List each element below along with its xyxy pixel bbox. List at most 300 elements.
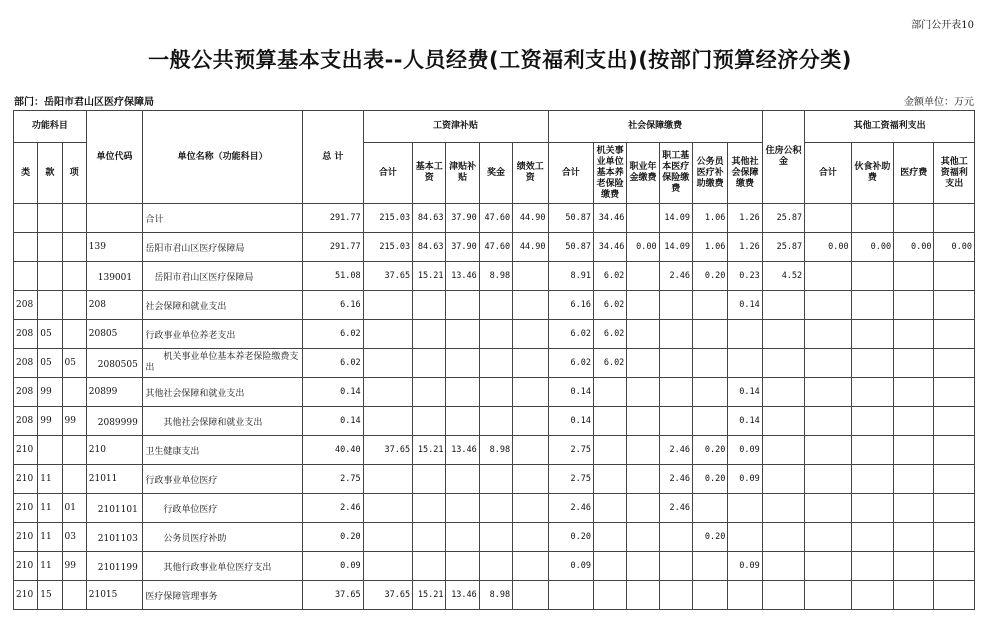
cell-lei: 208 — [14, 349, 38, 378]
cell-total: 291.77 — [302, 233, 363, 262]
cell-performance — [513, 465, 548, 494]
cell-lei: 210 — [14, 436, 38, 465]
cell-unit-name: 其他社会保障和就业支出 — [143, 407, 303, 436]
cell-housing — [762, 349, 804, 378]
cell-other-total — [805, 407, 851, 436]
cell-lei: 210 — [14, 581, 38, 610]
cell-housing: 25.87 — [762, 204, 804, 233]
table-row — [14, 320, 975, 349]
cell-wage-total — [363, 407, 413, 436]
cell-other-total — [805, 378, 851, 407]
cell-bonus — [479, 494, 512, 523]
cell-unit-code: 2101103 — [86, 523, 143, 552]
cell-other-social: 0.14 — [728, 407, 762, 436]
cell-xiang — [62, 581, 86, 610]
cell-total: 0.14 — [302, 407, 363, 436]
cell-bonus: 47.60 — [479, 233, 512, 262]
cell-allowance: 13.46 — [446, 436, 479, 465]
cell-kuan: 05 — [38, 320, 62, 349]
cell-medical: 14.09 — [659, 233, 692, 262]
cell-wage-total — [363, 494, 413, 523]
cell-medical: 2.46 — [659, 262, 692, 291]
cell-social-total — [548, 581, 593, 610]
header-wage-group: 工资津补贴 — [363, 111, 548, 143]
cell-civil-medical — [692, 552, 727, 581]
cell-meal: 0.00 — [851, 233, 893, 262]
cell-unit-name: 合计 — [143, 204, 303, 233]
cell-lei: 208 — [14, 407, 38, 436]
cell-basic-wage — [413, 465, 446, 494]
cell-performance: 44.90 — [513, 233, 548, 262]
budget-table — [13, 110, 975, 610]
cell-unit-name: 岳阳市君山区医疗保障局 — [143, 262, 303, 291]
cell-medical — [659, 523, 692, 552]
cell-social-total: 8.91 — [548, 262, 593, 291]
cell-civil-medical — [692, 291, 727, 320]
cell-social-total: 0.14 — [548, 378, 593, 407]
cell-bonus — [479, 552, 512, 581]
cell-performance — [513, 523, 548, 552]
cell-unit-code: 20899 — [86, 378, 143, 407]
header-civil-medical: 公务员医疗补助缴费 — [692, 143, 727, 204]
cell-allowance — [446, 407, 479, 436]
cell-other-social: 0.09 — [728, 552, 762, 581]
header-func-subject: 功能科目 — [14, 111, 87, 143]
header-housing: 住房公积金 — [762, 111, 804, 204]
cell-lei: 210 — [14, 523, 38, 552]
cell-unit-name: 公务员医疗补助 — [143, 523, 303, 552]
cell-civil-medical: 0.20 — [692, 436, 727, 465]
cell-social-total: 6.16 — [548, 291, 593, 320]
cell-pension — [593, 436, 626, 465]
header-unit-code: 单位代码 — [86, 111, 143, 204]
cell-medical — [659, 581, 692, 610]
cell-basic-wage — [413, 523, 446, 552]
cell-unit-name: 社会保障和就业支出 — [143, 291, 303, 320]
cell-housing — [762, 436, 804, 465]
cell-other-welfare — [934, 378, 975, 407]
table-row — [14, 262, 975, 291]
cell-other-social: 0.14 — [728, 291, 762, 320]
cell-xiang — [62, 204, 86, 233]
cell-meal — [851, 494, 893, 523]
table-row — [14, 523, 975, 552]
cell-other-total: 0.00 — [805, 233, 851, 262]
cell-other-welfare — [934, 407, 975, 436]
page-title: 一般公共预算基本支出表--人员经费(工资福利支出)(按部门预算经济分类) — [148, 48, 852, 72]
cell-xiang: 03 — [62, 523, 86, 552]
cell-pension — [593, 523, 626, 552]
cell-annuity — [627, 581, 659, 610]
cell-kuan: 15 — [38, 581, 62, 610]
cell-other-welfare — [934, 320, 975, 349]
table-row — [14, 581, 975, 610]
cell-civil-medical — [692, 494, 727, 523]
cell-social-total: 0.09 — [548, 552, 593, 581]
cell-annuity — [627, 349, 659, 378]
cell-medical — [659, 378, 692, 407]
cell-social-total: 2.75 — [548, 465, 593, 494]
cell-bonus: 8.98 — [479, 436, 512, 465]
cell-social-total: 50.87 — [548, 233, 593, 262]
cell-housing — [762, 407, 804, 436]
table-row — [14, 407, 975, 436]
cell-basic-wage — [413, 349, 446, 378]
cell-annuity — [627, 407, 659, 436]
cell-other-welfare — [934, 494, 975, 523]
cell-xiang — [62, 465, 86, 494]
cell-pension: 6.02 — [593, 320, 626, 349]
cell-med-fee — [894, 349, 934, 378]
cell-unit-code: 2089999 — [86, 407, 143, 436]
cell-allowance — [446, 349, 479, 378]
cell-performance — [513, 320, 548, 349]
cell-xiang: 01 — [62, 494, 86, 523]
cell-other-welfare — [934, 523, 975, 552]
cell-unit-code: 139 — [86, 233, 143, 262]
cell-annuity — [627, 523, 659, 552]
cell-other-social: 1.26 — [728, 233, 762, 262]
cell-allowance: 13.46 — [446, 581, 479, 610]
cell-unit-code: 208 — [86, 291, 143, 320]
cell-housing: 25.87 — [762, 233, 804, 262]
amount-unit-label: 金额单位：万元 — [904, 97, 974, 108]
cell-unit-code: 2080505 — [86, 349, 143, 378]
cell-medical: 2.46 — [659, 494, 692, 523]
cell-other-welfare — [934, 552, 975, 581]
cell-civil-medical — [692, 581, 727, 610]
cell-other-social: 0.14 — [728, 378, 762, 407]
cell-basic-wage — [413, 378, 446, 407]
cell-social-total: 0.14 — [548, 407, 593, 436]
cell-bonus — [479, 349, 512, 378]
cell-allowance: 37.90 — [446, 204, 479, 233]
cell-unit-code: 2101101 — [86, 494, 143, 523]
cell-unit-name: 岳阳市君山区医疗保障局 — [143, 233, 303, 262]
cell-pension — [593, 494, 626, 523]
cell-other-total — [805, 581, 851, 610]
header-annuity: 职业年金缴费 — [627, 143, 659, 204]
table-header — [14, 111, 975, 204]
cell-pension: 6.02 — [593, 291, 626, 320]
cell-total: 6.02 — [302, 320, 363, 349]
cell-lei: 210 — [14, 465, 38, 494]
cell-meal — [851, 523, 893, 552]
cell-unit-code — [86, 204, 143, 233]
cell-kuan: 99 — [38, 378, 62, 407]
cell-housing — [762, 552, 804, 581]
cell-wage-total: 37.65 — [363, 262, 413, 291]
cell-pension — [593, 581, 626, 610]
cell-unit-code: 21011 — [86, 465, 143, 494]
cell-med-fee — [894, 291, 934, 320]
cell-wage-total — [363, 465, 413, 494]
cell-medical — [659, 407, 692, 436]
cell-other-total — [805, 465, 851, 494]
cell-medical: 2.46 — [659, 465, 692, 494]
cell-civil-medical — [692, 407, 727, 436]
cell-wage-total — [363, 552, 413, 581]
cell-other-social — [728, 523, 762, 552]
cell-med-fee — [894, 262, 934, 291]
cell-social-total: 50.87 — [548, 204, 593, 233]
cell-unit-name: 医疗保障管理事务 — [143, 581, 303, 610]
header-bonus: 奖金 — [479, 143, 512, 204]
cell-other-total — [805, 523, 851, 552]
cell-unit-code: 21015 — [86, 581, 143, 610]
cell-housing — [762, 291, 804, 320]
header-kuan: 款 — [38, 143, 62, 204]
table-row — [14, 465, 975, 494]
cell-other-total — [805, 204, 851, 233]
cell-meal — [851, 349, 893, 378]
cell-bonus — [479, 407, 512, 436]
cell-meal — [851, 465, 893, 494]
cell-meal — [851, 262, 893, 291]
cell-performance — [513, 407, 548, 436]
cell-social-total: 2.46 — [548, 494, 593, 523]
header-allowance: 津贴补贴 — [446, 143, 479, 204]
table-row — [14, 233, 975, 262]
cell-performance: 44.90 — [513, 204, 548, 233]
cell-social-total: 6.02 — [548, 320, 593, 349]
cell-allowance — [446, 378, 479, 407]
cell-allowance — [446, 291, 479, 320]
cell-pension: 6.02 — [593, 262, 626, 291]
cell-wage-total: 37.65 — [363, 581, 413, 610]
cell-annuity — [627, 465, 659, 494]
cell-lei — [14, 233, 38, 262]
cell-wage-total: 215.03 — [363, 233, 413, 262]
cell-civil-medical: 0.20 — [692, 465, 727, 494]
cell-other-social — [728, 349, 762, 378]
cell-other-total — [805, 291, 851, 320]
cell-med-fee — [894, 494, 934, 523]
cell-social-total: 0.20 — [548, 523, 593, 552]
cell-allowance — [446, 523, 479, 552]
header-social-total: 合计 — [548, 143, 593, 204]
cell-med-fee — [894, 552, 934, 581]
cell-social-total: 2.75 — [548, 436, 593, 465]
cell-kuan: 11 — [38, 494, 62, 523]
cell-basic-wage: 15.21 — [413, 436, 446, 465]
header-other-total: 合计 — [805, 143, 851, 204]
table-row — [14, 552, 975, 581]
cell-med-fee — [894, 204, 934, 233]
cell-allowance: 37.90 — [446, 233, 479, 262]
department-label: 部门：岳阳市君山区医疗保障局 — [14, 97, 154, 108]
cell-other-social: 1.26 — [728, 204, 762, 233]
cell-civil-medical — [692, 378, 727, 407]
cell-total: 2.46 — [302, 494, 363, 523]
header-basic-wage: 基本工资 — [413, 143, 446, 204]
cell-xiang — [62, 291, 86, 320]
cell-unit-code: 139001 — [86, 262, 143, 291]
header-unit-name: 单位名称（功能科目） — [143, 111, 303, 204]
cell-medical: 2.46 — [659, 436, 692, 465]
cell-med-fee — [894, 465, 934, 494]
cell-other-total — [805, 262, 851, 291]
cell-kuan: 05 — [38, 349, 62, 378]
cell-unit-name: 行政事业单位养老支出 — [143, 320, 303, 349]
cell-performance — [513, 378, 548, 407]
cell-other-total — [805, 552, 851, 581]
header-medical: 职工基本医疗保险缴费 — [659, 143, 692, 204]
cell-other-social — [728, 581, 762, 610]
cell-other-welfare — [934, 465, 975, 494]
cell-civil-medical: 1.06 — [692, 233, 727, 262]
cell-total: 291.77 — [302, 204, 363, 233]
header-social-group: 社会保障缴费 — [548, 111, 762, 143]
cell-allowance — [446, 494, 479, 523]
cell-bonus — [479, 465, 512, 494]
header-pension: 机关事业单位基本养老保险缴费 — [593, 143, 626, 204]
header-other-welfare: 其他工资福利支出 — [934, 143, 975, 204]
cell-wage-total: 37.65 — [363, 436, 413, 465]
cell-other-welfare: 0.00 — [934, 233, 975, 262]
header-wage-total: 合计 — [363, 143, 413, 204]
cell-basic-wage — [413, 494, 446, 523]
cell-other-welfare — [934, 291, 975, 320]
cell-performance — [513, 291, 548, 320]
cell-civil-medical: 0.20 — [692, 523, 727, 552]
cell-lei — [14, 262, 38, 291]
cell-pension — [593, 407, 626, 436]
cell-xiang — [62, 262, 86, 291]
cell-annuity — [627, 291, 659, 320]
header-total: 总 计 — [302, 111, 363, 204]
cell-other-social — [728, 494, 762, 523]
cell-annuity — [627, 552, 659, 581]
cell-lei — [14, 204, 38, 233]
cell-total: 0.09 — [302, 552, 363, 581]
cell-housing: 4.52 — [762, 262, 804, 291]
cell-housing — [762, 523, 804, 552]
cell-housing — [762, 494, 804, 523]
cell-bonus — [479, 320, 512, 349]
cell-meal — [851, 552, 893, 581]
cell-bonus: 47.60 — [479, 204, 512, 233]
table-row — [14, 436, 975, 465]
cell-total: 2.75 — [302, 465, 363, 494]
cell-social-total: 6.02 — [548, 349, 593, 378]
header-xiang: 项 — [62, 143, 86, 204]
cell-other-social: 0.23 — [728, 262, 762, 291]
table-row — [14, 291, 975, 320]
cell-medical — [659, 320, 692, 349]
cell-civil-medical — [692, 320, 727, 349]
cell-wage-total — [363, 320, 413, 349]
cell-bonus — [479, 378, 512, 407]
cell-total: 6.02 — [302, 349, 363, 378]
cell-unit-code: 2101199 — [86, 552, 143, 581]
cell-other-welfare — [934, 349, 975, 378]
cell-annuity — [627, 204, 659, 233]
table-row — [14, 378, 975, 407]
cell-wage-total — [363, 291, 413, 320]
cell-performance — [513, 552, 548, 581]
cell-bonus: 8.98 — [479, 581, 512, 610]
cell-lei: 210 — [14, 494, 38, 523]
cell-performance — [513, 436, 548, 465]
cell-civil-medical — [692, 349, 727, 378]
cell-basic-wage — [413, 320, 446, 349]
cell-allowance — [446, 552, 479, 581]
cell-total: 0.14 — [302, 378, 363, 407]
header-meal: 伙食补助费 — [851, 143, 893, 204]
cell-xiang — [62, 233, 86, 262]
table-row — [14, 349, 975, 378]
cell-pension — [593, 465, 626, 494]
cell-allowance: 13.46 — [446, 262, 479, 291]
cell-bonus — [479, 291, 512, 320]
header-other-group: 其他工资福利支出 — [805, 111, 975, 143]
cell-total: 0.20 — [302, 523, 363, 552]
header-performance: 绩效工资 — [513, 143, 548, 204]
cell-kuan: 11 — [38, 523, 62, 552]
cell-medical — [659, 291, 692, 320]
cell-total: 6.16 — [302, 291, 363, 320]
cell-wage-total — [363, 523, 413, 552]
cell-kuan — [38, 233, 62, 262]
cell-basic-wage: 15.21 — [413, 581, 446, 610]
cell-meal — [851, 320, 893, 349]
cell-total: 51.08 — [302, 262, 363, 291]
cell-meal — [851, 291, 893, 320]
cell-housing — [762, 465, 804, 494]
cell-kuan — [38, 204, 62, 233]
cell-basic-wage: 84.63 — [413, 204, 446, 233]
cell-medical: 14.09 — [659, 204, 692, 233]
cell-basic-wage — [413, 552, 446, 581]
cell-med-fee — [894, 523, 934, 552]
cell-annuity — [627, 378, 659, 407]
cell-kuan: 11 — [38, 552, 62, 581]
cell-civil-medical: 0.20 — [692, 262, 727, 291]
cell-xiang — [62, 320, 86, 349]
cell-meal — [851, 436, 893, 465]
cell-civil-medical: 1.06 — [692, 204, 727, 233]
cell-other-total — [805, 320, 851, 349]
cell-xiang — [62, 436, 86, 465]
cell-med-fee — [894, 320, 934, 349]
cell-total: 37.65 — [302, 581, 363, 610]
cell-bonus: 8.98 — [479, 262, 512, 291]
cell-other-social: 0.09 — [728, 465, 762, 494]
cell-housing — [762, 320, 804, 349]
cell-performance — [513, 262, 548, 291]
cell-other-welfare — [934, 581, 975, 610]
cell-total: 40.40 — [302, 436, 363, 465]
cell-meal — [851, 204, 893, 233]
cell-wage-total — [363, 378, 413, 407]
cell-kuan: 99 — [38, 407, 62, 436]
cell-other-welfare — [934, 436, 975, 465]
cell-annuity — [627, 436, 659, 465]
cell-other-social — [728, 320, 762, 349]
cell-medical — [659, 349, 692, 378]
header-other-social: 其他社会保障缴费 — [728, 143, 762, 204]
cell-allowance — [446, 320, 479, 349]
cell-performance — [513, 581, 548, 610]
cell-housing — [762, 581, 804, 610]
cell-allowance — [446, 465, 479, 494]
cell-basic-wage — [413, 291, 446, 320]
table-row — [14, 204, 975, 233]
cell-xiang: 99 — [62, 407, 86, 436]
cell-pension: 6.02 — [593, 349, 626, 378]
cell-other-welfare — [934, 262, 975, 291]
